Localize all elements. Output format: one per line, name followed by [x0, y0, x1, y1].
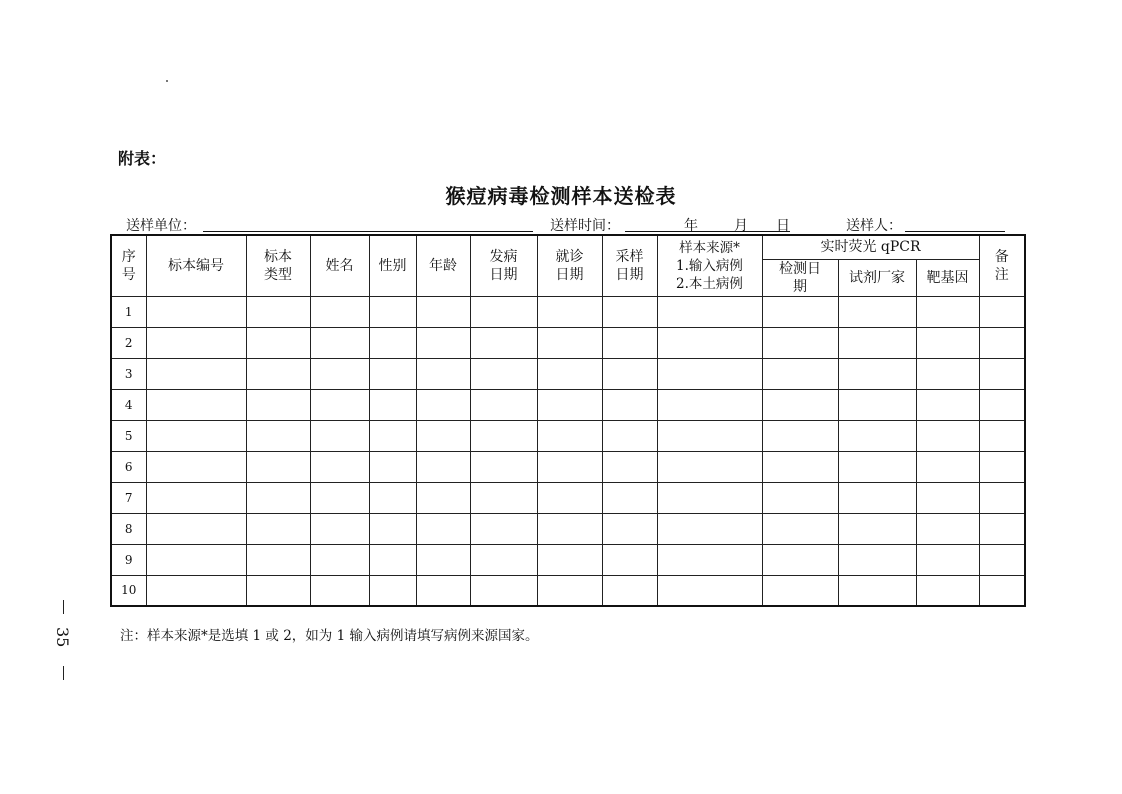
table-cell[interactable] [246, 389, 310, 420]
header-name: 姓名 [310, 235, 369, 296]
table-cell[interactable] [146, 482, 246, 513]
table-cell[interactable] [470, 451, 537, 482]
table-cell[interactable] [537, 513, 602, 544]
table-cell[interactable] [916, 544, 979, 575]
header-sample-source [657, 235, 762, 296]
table-cell[interactable] [369, 420, 416, 451]
table-cell[interactable] [916, 327, 979, 358]
table-cell[interactable] [762, 544, 838, 575]
table-cell[interactable] [470, 544, 537, 575]
table-cell[interactable] [246, 575, 310, 606]
table-cell[interactable] [537, 420, 602, 451]
table-cell[interactable] [838, 482, 916, 513]
sender-label: 送样人： [846, 218, 902, 234]
table-cell[interactable] [146, 296, 246, 327]
table-cell[interactable] [916, 358, 979, 389]
table-cell[interactable] [310, 420, 369, 451]
table-cell[interactable] [979, 513, 1025, 544]
source-title: 样本来源* [679, 239, 740, 256]
table-cell[interactable] [979, 544, 1025, 575]
header-qpcr-target: 靶基因 [916, 259, 979, 296]
table-cell[interactable] [537, 451, 602, 482]
day-label: 日 [776, 218, 790, 234]
table-cell[interactable] [146, 420, 246, 451]
table-row [111, 327, 1025, 358]
table-cell[interactable] [602, 420, 657, 451]
table-cell[interactable] [146, 451, 246, 482]
table-cell[interactable] [369, 327, 416, 358]
unit-label: 送样单位： [126, 218, 196, 234]
table-cell[interactable] [146, 358, 246, 389]
table-cell[interactable] [602, 482, 657, 513]
table-cell[interactable] [416, 482, 470, 513]
table-cell[interactable] [246, 482, 310, 513]
table-cell[interactable] [369, 544, 416, 575]
header-sample-type: 标本类型 [246, 235, 310, 296]
sender-field[interactable] [905, 231, 1005, 232]
row-number: 5 [111, 420, 146, 451]
table-cell[interactable] [762, 513, 838, 544]
table-cell[interactable] [979, 575, 1025, 606]
table-cell[interactable] [537, 358, 602, 389]
source-option-1: 1.输入病例 [676, 257, 743, 274]
time-field[interactable] [625, 231, 790, 232]
table-cell[interactable] [369, 482, 416, 513]
table-cell[interactable] [470, 420, 537, 451]
table-cell[interactable] [310, 389, 369, 420]
scan-speck [166, 80, 168, 82]
table-cell[interactable] [537, 575, 602, 606]
table-cell[interactable] [916, 451, 979, 482]
table-cell[interactable] [146, 544, 246, 575]
header-sex: 性别 [369, 235, 416, 296]
table-cell[interactable] [838, 513, 916, 544]
table-cell[interactable] [416, 513, 470, 544]
table-cell[interactable] [838, 451, 916, 482]
table-cell[interactable] [916, 575, 979, 606]
table-row [111, 451, 1025, 482]
table-cell[interactable] [537, 327, 602, 358]
table-row [111, 389, 1025, 420]
table-row [111, 420, 1025, 451]
row-number: 7 [111, 482, 146, 513]
table-cell[interactable] [762, 327, 838, 358]
page-number-rule-top [63, 600, 64, 614]
table-cell[interactable] [979, 327, 1025, 358]
table-cell[interactable] [369, 358, 416, 389]
table-cell[interactable] [369, 451, 416, 482]
table-cell[interactable] [916, 513, 979, 544]
table-cell[interactable] [537, 296, 602, 327]
header-age: 年龄 [416, 235, 470, 296]
table-cell[interactable] [602, 513, 657, 544]
table-cell[interactable] [246, 327, 310, 358]
table-cell[interactable] [657, 420, 762, 451]
table-cell[interactable] [657, 513, 762, 544]
table-cell[interactable] [310, 296, 369, 327]
table-cell[interactable] [369, 575, 416, 606]
header-qpcr-vendor: 试剂厂家 [838, 259, 916, 296]
form-title: 猴痘病毒检测样本送检表 [445, 184, 677, 208]
row-number: 3 [111, 358, 146, 389]
table-cell[interactable] [762, 420, 838, 451]
table-cell[interactable] [916, 482, 979, 513]
attachment-label: 附表： [118, 149, 167, 168]
table-cell[interactable] [657, 544, 762, 575]
table-cell[interactable] [762, 451, 838, 482]
table-cell[interactable] [470, 327, 537, 358]
table-cell[interactable] [602, 544, 657, 575]
table-cell[interactable] [416, 544, 470, 575]
table-cell[interactable] [470, 482, 537, 513]
table-cell[interactable] [838, 358, 916, 389]
table-cell[interactable] [537, 482, 602, 513]
table-row [111, 544, 1025, 575]
table-row [111, 296, 1025, 327]
row-number: 9 [111, 544, 146, 575]
table-cell[interactable] [470, 296, 537, 327]
table-cell[interactable] [979, 420, 1025, 451]
table-cell[interactable] [838, 327, 916, 358]
table-cell[interactable] [657, 296, 762, 327]
table-cell[interactable] [838, 420, 916, 451]
table-cell[interactable] [838, 296, 916, 327]
table-row [111, 575, 1025, 606]
table-cell[interactable] [310, 451, 369, 482]
table-cell[interactable] [416, 420, 470, 451]
table-cell[interactable] [979, 296, 1025, 327]
table-cell[interactable] [310, 327, 369, 358]
table-cell[interactable] [838, 389, 916, 420]
table-cell[interactable] [369, 513, 416, 544]
header-seq: 序号 [111, 235, 146, 296]
submission-table [110, 234, 1026, 607]
table-cell[interactable] [602, 575, 657, 606]
table-cell[interactable] [916, 296, 979, 327]
table-cell[interactable] [470, 358, 537, 389]
header-remarks: 备注 [979, 235, 1025, 296]
header-onset-date: 发病日期 [470, 235, 537, 296]
table-cell[interactable] [979, 451, 1025, 482]
table-cell[interactable] [146, 513, 246, 544]
table-cell[interactable] [416, 451, 470, 482]
table-cell[interactable] [979, 389, 1025, 420]
month-label: 月 [734, 218, 748, 234]
table-cell[interactable] [657, 451, 762, 482]
table-cell[interactable] [657, 358, 762, 389]
table-cell[interactable] [602, 327, 657, 358]
table-cell[interactable] [762, 389, 838, 420]
header-visit-date: 就诊日期 [537, 235, 602, 296]
unit-field[interactable] [203, 231, 533, 232]
table-cell[interactable] [762, 296, 838, 327]
table-cell[interactable] [369, 389, 416, 420]
table-cell[interactable] [602, 451, 657, 482]
table-cell[interactable] [602, 389, 657, 420]
table-cell[interactable] [979, 482, 1025, 513]
header-qpcr: 实时荧光 qPCR [762, 235, 979, 259]
page-number-rule-bottom [63, 666, 64, 680]
row-number: 2 [111, 327, 146, 358]
table-cell[interactable] [657, 482, 762, 513]
table-cell[interactable] [602, 296, 657, 327]
table-cell[interactable] [602, 358, 657, 389]
page-number: 35 [53, 627, 72, 648]
table-cell[interactable] [246, 296, 310, 327]
table-row [111, 513, 1025, 544]
table-cell[interactable] [838, 575, 916, 606]
header-sample-id: 标本编号 [146, 235, 246, 296]
table-cell[interactable] [369, 296, 416, 327]
table-row [111, 482, 1025, 513]
header-collect-date: 采样日期 [602, 235, 657, 296]
table-cell[interactable] [416, 389, 470, 420]
table-cell[interactable] [246, 358, 310, 389]
table-cell[interactable] [979, 358, 1025, 389]
table-cell[interactable] [246, 420, 310, 451]
table-cell[interactable] [246, 513, 310, 544]
table-cell[interactable] [762, 482, 838, 513]
table-cell[interactable] [470, 513, 537, 544]
table-cell[interactable] [657, 327, 762, 358]
table-cell[interactable] [916, 389, 979, 420]
table-cell[interactable] [310, 358, 369, 389]
footnote: 注：样本来源*是选填 1 或 2，如为 1 输入病例请填写病例来源国家。 [120, 628, 539, 644]
table-cell[interactable] [310, 482, 369, 513]
table-cell[interactable] [916, 420, 979, 451]
table-cell[interactable] [416, 296, 470, 327]
table-cell[interactable] [310, 544, 369, 575]
table-cell[interactable] [657, 575, 762, 606]
table-cell[interactable] [246, 451, 310, 482]
source-option-2: 2.本土病例 [676, 275, 743, 292]
row-number: 1 [111, 296, 146, 327]
table-cell[interactable] [146, 389, 246, 420]
table-cell[interactable] [470, 575, 537, 606]
table-row [111, 358, 1025, 389]
header-qpcr-test-date: 检测日期 [762, 259, 838, 296]
year-label: 年 [684, 218, 698, 234]
table-cell[interactable] [146, 575, 246, 606]
table-cell[interactable] [416, 327, 470, 358]
table-cell[interactable] [470, 389, 537, 420]
table-cell[interactable] [310, 575, 369, 606]
row-number: 4 [111, 389, 146, 420]
table-cell[interactable] [762, 358, 838, 389]
table-cell[interactable] [416, 358, 470, 389]
table-cell[interactable] [838, 544, 916, 575]
table-cell[interactable] [146, 327, 246, 358]
table-cell[interactable] [537, 389, 602, 420]
table-cell[interactable] [537, 544, 602, 575]
table-cell[interactable] [657, 389, 762, 420]
row-number: 10 [111, 575, 146, 606]
time-label: 送样时间： [550, 218, 620, 234]
table-cell[interactable] [416, 575, 470, 606]
table-cell[interactable] [246, 544, 310, 575]
table-cell[interactable] [762, 575, 838, 606]
row-number: 6 [111, 451, 146, 482]
table-cell[interactable] [310, 513, 369, 544]
row-number: 8 [111, 513, 146, 544]
